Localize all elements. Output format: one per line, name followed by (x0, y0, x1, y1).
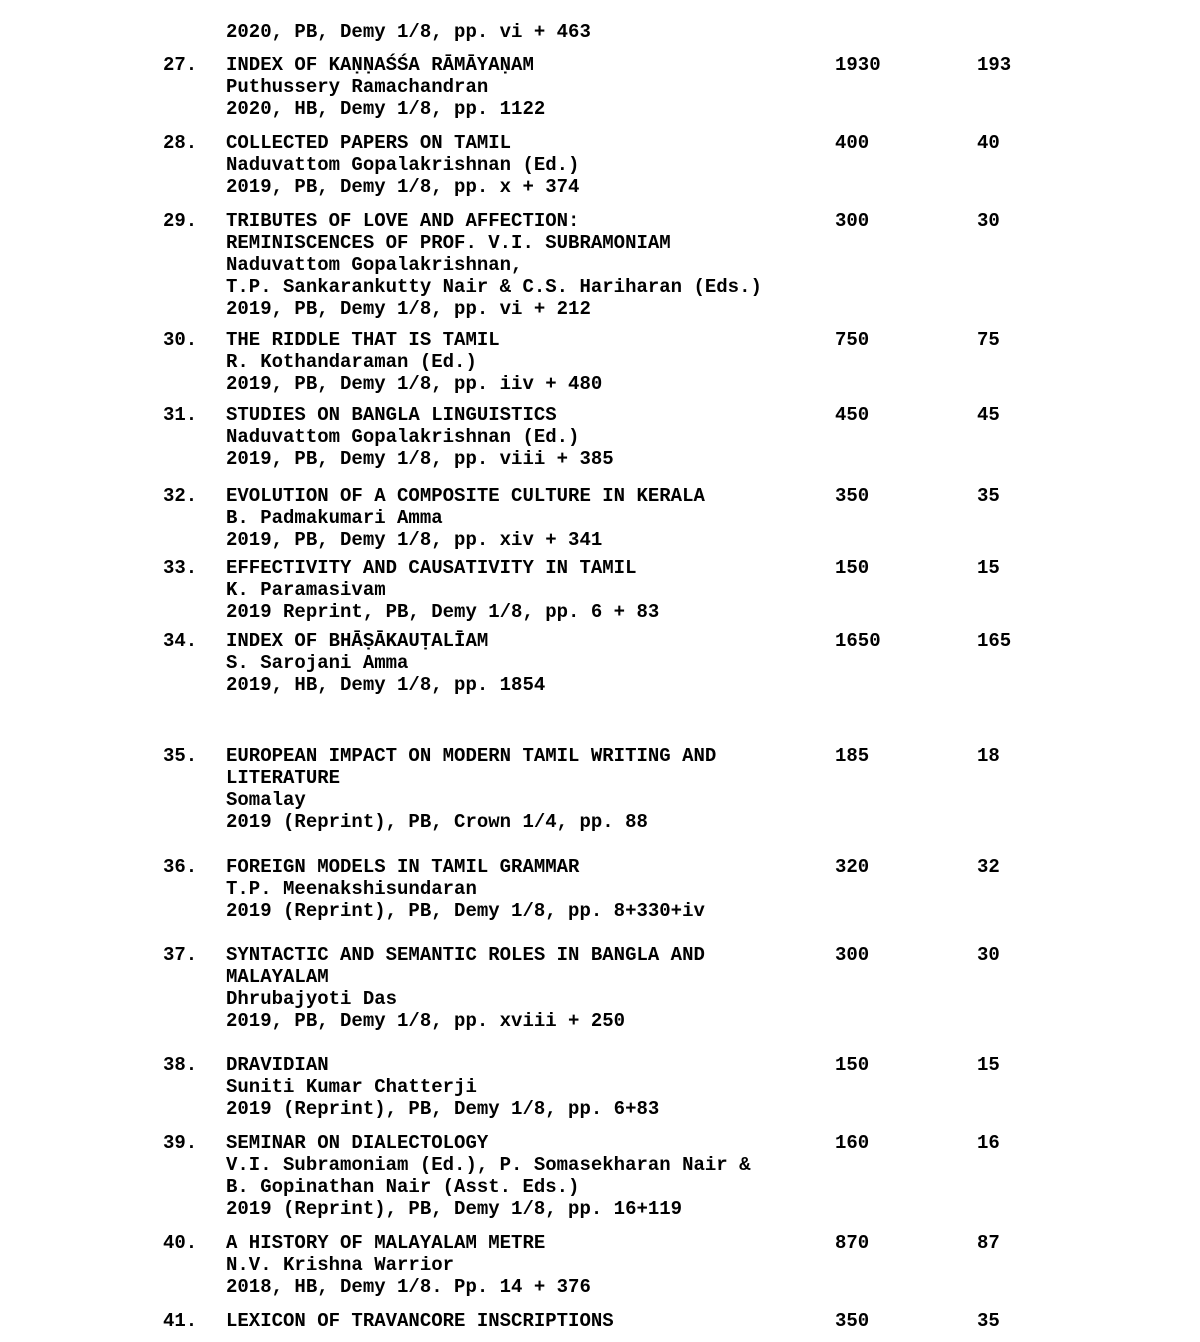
entry-detail-line: 2019, PB, Demy 1/8, pp. viii + 385 (226, 448, 614, 470)
entry-detail-line: 2019, PB, Demy 1/8, pp. xviii + 250 (226, 1010, 626, 1032)
entry-details (226, 557, 659, 623)
entry-number: 33. (163, 557, 198, 579)
price-rupees: 450 (835, 404, 870, 426)
price-rupees: 400 (835, 132, 870, 154)
entry-title-line: FOREIGN MODELS IN TAMIL GRAMMAR (226, 856, 580, 878)
entry-detail-line: B. Padmakumari Amma (226, 507, 443, 529)
entry-detail-line: 2019 (Reprint), PB, Crown 1/4, pp. 88 (226, 811, 648, 833)
entry-title-line: INDEX OF KAṆṆAŚŚA RĀMĀYAṆAM (226, 54, 534, 76)
price-dollars: 165 (977, 630, 1012, 652)
entry-details (226, 485, 705, 551)
entry-details (226, 404, 614, 470)
entry-number: 35. (163, 745, 198, 767)
entry-details (226, 1132, 751, 1220)
entry-details (226, 1054, 659, 1120)
entry-title-line: DRAVIDIAN (226, 1054, 329, 1076)
entry-number: 28. (163, 132, 198, 154)
entry-number: 27. (163, 54, 198, 76)
price-dollars: 30 (977, 944, 1000, 966)
entry-detail-line: 2019, PB, Demy 1/8, pp. vi + 212 (226, 298, 591, 320)
price-rupees: 150 (835, 1054, 870, 1076)
price-rupees: 300 (835, 944, 870, 966)
entry-details (226, 944, 705, 1032)
price-rupees: 870 (835, 1232, 870, 1254)
entry-details (226, 54, 545, 120)
entry-title-line: EUROPEAN IMPACT ON MODERN TAMIL WRITING AND (226, 745, 717, 767)
price-rupees: 300 (835, 210, 870, 232)
price-dollars: 75 (977, 329, 1000, 351)
entry-number: 40. (163, 1232, 198, 1254)
entry-details (226, 329, 602, 395)
price-dollars: 15 (977, 557, 1000, 579)
entry-detail-line: K. Paramasivam (226, 579, 386, 601)
entry-detail-line: Dhrubajyoti Das (226, 988, 398, 1010)
price-dollars: 35 (977, 485, 1000, 507)
entry-detail-line: 2019 Reprint, PB, Demy 1/8, pp. 6 + 83 (226, 601, 660, 623)
entry-number: 36. (163, 856, 198, 878)
entry-title-line: LEXICON OF TRAVANCORE INSCRIPTIONS (226, 1310, 614, 1332)
price-rupees: 320 (835, 856, 870, 878)
entry-detail-line: N.V. Krishna Warrior (226, 1254, 455, 1276)
entry-detail-line: S. Sarojani Amma (226, 652, 409, 674)
entry-title-line: A HISTORY OF MALAYALAM METRE (226, 1232, 546, 1254)
price-rupees: 185 (835, 745, 870, 767)
entry-title-line: INDEX OF BHĀṢĀKAUṬALĪAM (226, 630, 489, 652)
entry-detail-line: 2019 (Reprint), PB, Demy 1/8, pp. 16+119 (226, 1198, 683, 1220)
entry-detail-line: Suniti Kumar Chatterji (226, 1076, 477, 1098)
entry-detail-line: MALAYALAM (226, 966, 329, 988)
continuation-line: 2020, PB, Demy 1/8, pp. vi + 463 (226, 21, 591, 43)
price-dollars: 15 (977, 1054, 1000, 1076)
entry-number: 37. (163, 944, 198, 966)
price-rupees: 350 (835, 1310, 870, 1332)
entry-detail-line: 2019, PB, Demy 1/8, pp. x + 374 (226, 176, 580, 198)
entry-title-line: SEMINAR ON DIALECTOLOGY (226, 1132, 489, 1154)
entry-detail-line: T.P. Meenakshisundaran (226, 878, 477, 900)
entry-detail-line: Naduvattom Gopalakrishnan, (226, 254, 523, 276)
price-dollars: 193 (977, 54, 1012, 76)
entry-title-line: THE RIDDLE THAT IS TAMIL (226, 329, 500, 351)
entry-details (226, 210, 762, 320)
entry-detail-line: Naduvattom Gopalakrishnan (Ed.) (226, 426, 580, 448)
entry-number: 29. (163, 210, 198, 232)
entry-number: 30. (163, 329, 198, 351)
entry-detail-line: 2020, HB, Demy 1/8, pp. 1122 (226, 98, 546, 120)
entry-detail-line: Naduvattom Gopalakrishnan (Ed.) (226, 154, 580, 176)
price-dollars: 87 (977, 1232, 1000, 1254)
entry-details (226, 745, 716, 833)
entry-title-line: EVOLUTION OF A COMPOSITE CULTURE IN KERALA (226, 485, 705, 507)
entry-title-line: STUDIES ON BANGLA LINGUISTICS (226, 404, 557, 426)
entry-number: 34. (163, 630, 198, 652)
entry-detail-line: 2019, PB, Demy 1/8, pp. iiv + 480 (226, 373, 603, 395)
price-rupees: 160 (835, 1132, 870, 1154)
entry-detail-line: 2019, PB, Demy 1/8, pp. xiv + 341 (226, 529, 603, 551)
price-rupees: 1930 (835, 54, 881, 76)
price-rupees: 750 (835, 329, 870, 351)
entry-number: 32. (163, 485, 198, 507)
entry-detail-line: Puthussery Ramachandran (226, 76, 489, 98)
price-dollars: 30 (977, 210, 1000, 232)
entry-detail-line: V.I. Subramoniam (Ed.), P. Somasekharan Nair & (226, 1154, 751, 1176)
price-rupees: 1650 (835, 630, 881, 652)
entry-detail-line: 2019 (Reprint), PB, Demy 1/8, pp. 8+330+iv (226, 900, 705, 922)
entry-title-line: EFFECTIVITY AND CAUSATIVITY IN TAMIL (226, 557, 637, 579)
entry-detail-line: R. Kothandaraman (Ed.) (226, 351, 477, 373)
entry-number: 38. (163, 1054, 198, 1076)
entry-details (226, 630, 545, 696)
price-dollars: 16 (977, 1132, 1000, 1154)
price-dollars: 45 (977, 404, 1000, 426)
entry-title-line: TRIBUTES OF LOVE AND AFFECTION: (226, 210, 580, 232)
entry-number: 31. (163, 404, 198, 426)
price-dollars: 40 (977, 132, 1000, 154)
price-rupees: 150 (835, 557, 870, 579)
entry-details (226, 1310, 614, 1332)
entry-details (226, 1232, 591, 1298)
price-dollars: 18 (977, 745, 1000, 767)
entry-detail-line: LITERATURE (226, 767, 341, 789)
entry-detail-line: REMINISCENCES OF PROF. V.I. SUBRAMONIAM (226, 232, 671, 254)
entry-title-line: COLLECTED PAPERS ON TAMIL (226, 132, 512, 154)
entry-number: 41. (163, 1310, 198, 1332)
entry-detail-line: 2019 (Reprint), PB, Demy 1/8, pp. 6+83 (226, 1098, 660, 1120)
price-rupees: 350 (835, 485, 870, 507)
price-dollars: 35 (977, 1310, 1000, 1332)
entry-title-line: SYNTACTIC AND SEMANTIC ROLES IN BANGLA AND (226, 944, 705, 966)
entry-detail-line: T.P. Sankarankutty Nair & C.S. Hariharan (Eds.) (226, 276, 762, 298)
entry-details (226, 132, 579, 198)
entry-detail-line: B. Gopinathan Nair (Asst. Eds.) (226, 1176, 580, 1198)
entry-number: 39. (163, 1132, 198, 1154)
entry-detail-line: Somalay (226, 789, 306, 811)
price-dollars: 32 (977, 856, 1000, 878)
entry-detail-line: 2018, HB, Demy 1/8. Pp. 14 + 376 (226, 1276, 591, 1298)
entry-detail-line: 2019, HB, Demy 1/8, pp. 1854 (226, 674, 546, 696)
entry-details (226, 856, 705, 922)
